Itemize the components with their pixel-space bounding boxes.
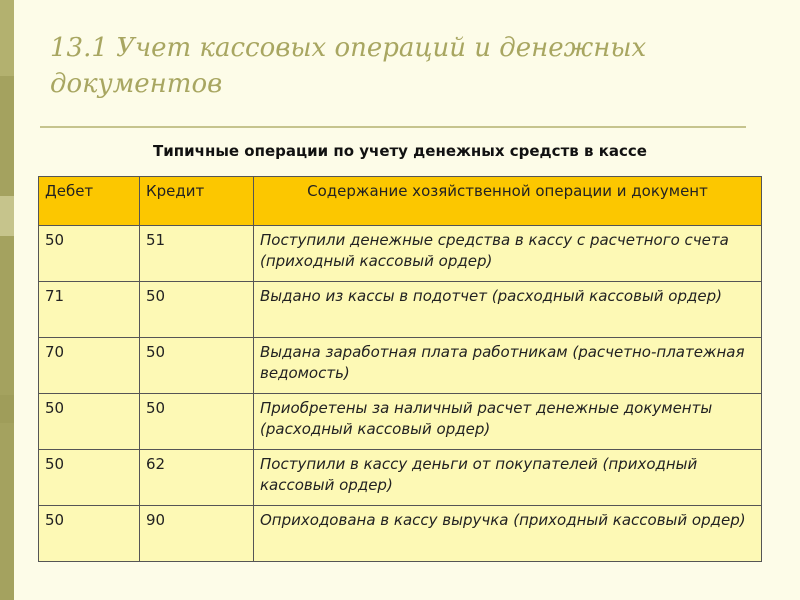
table-row [39, 338, 762, 394]
table-row [39, 282, 762, 338]
debit-cell: 50 [39, 450, 140, 506]
credit-cell: 62 [140, 450, 254, 506]
sidebar-block [0, 395, 14, 423]
debit-cell: 71 [39, 282, 140, 338]
header-row [39, 177, 762, 226]
credit-cell: 50 [140, 338, 254, 394]
table-caption: Типичные операции по учету денежных средств в кассе [153, 142, 647, 160]
description-cell: Приобретены за наличный расчет денежные документы (расходный кассовый ордер) [254, 394, 762, 450]
description-cell: Поступили денежные средства в кассу с расчетного счета (приходный кассовый ордер) [254, 226, 762, 282]
table-row [39, 506, 762, 562]
description-cell: Выдано из кассы в подотчет (расходный кассовый ордер) [254, 282, 762, 338]
credit-cell: 51 [140, 226, 254, 282]
table-row [39, 450, 762, 506]
credit-cell: 90 [140, 506, 254, 562]
sidebar-decoration [0, 0, 14, 600]
title-divider [40, 126, 746, 128]
header-credit: Кредит [140, 177, 254, 226]
slide-title: 13.1 Учет кассовых операций и денежных документов [50, 33, 647, 99]
debit-cell: 50 [39, 506, 140, 562]
debit-cell: 50 [39, 226, 140, 282]
table-row [39, 394, 762, 450]
debit-cell: 70 [39, 338, 140, 394]
table-row [39, 226, 762, 282]
header-debit: Дебет [39, 177, 140, 226]
description-cell: Оприходована в кассу выручка (приходный кассовый ордер) [254, 506, 762, 562]
operations-table [38, 176, 762, 562]
credit-cell: 50 [140, 394, 254, 450]
header-description: Содержание хозяйственной операции и документ [254, 177, 762, 226]
description-cell: Поступили в кассу деньги от покупателей (приходный кассовый ордер) [254, 450, 762, 506]
sidebar-block [0, 196, 14, 236]
debit-cell: 50 [39, 394, 140, 450]
sidebar-block [0, 0, 14, 76]
credit-cell: 50 [140, 282, 254, 338]
description-cell: Выдана заработная плата работникам (расчетно-платежная ведомость) [254, 338, 762, 394]
